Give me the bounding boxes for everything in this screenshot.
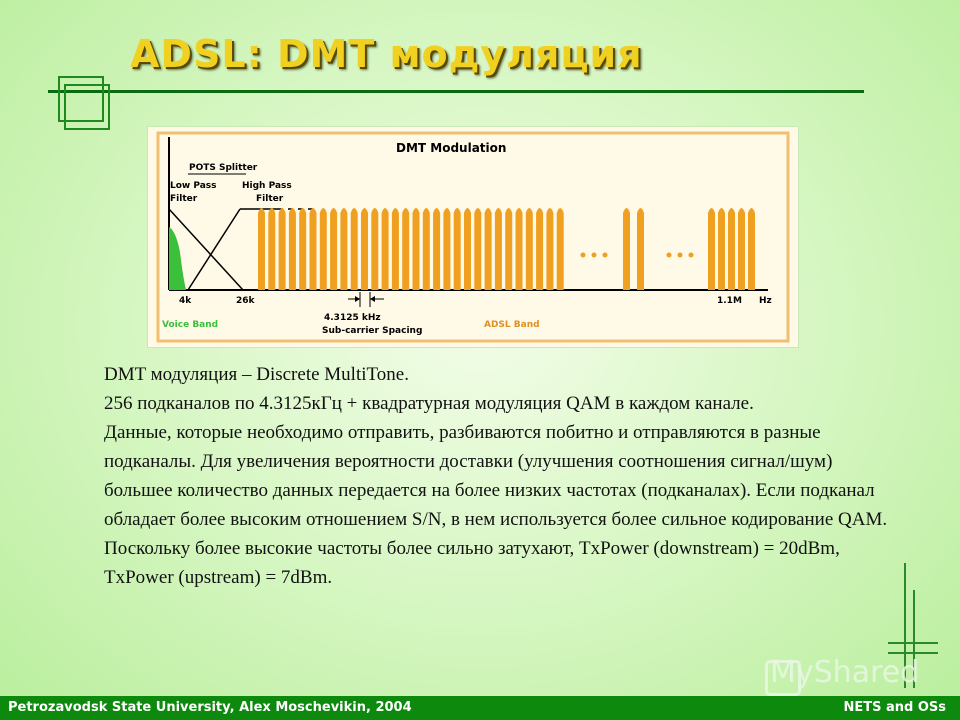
subcarrier-bar bbox=[371, 208, 378, 290]
body-paragraph-3: Данные, которые необходимо отправить, разбиваются побитно и отправляются в разные подканалы. Для увеличения вероятности доставки (улучшения соотношения сигнал/шум) большее количество данных передается на более низких частотах (подканалах). Если подканал обладает более высоким отношением S/N, в нем используется более сильное кодирование QAM. bbox=[104, 422, 888, 530]
subcarrier-bar bbox=[536, 208, 543, 290]
decor-hline-1 bbox=[888, 642, 938, 644]
subcarrier-bar bbox=[289, 208, 296, 290]
tick-hz: Hz bbox=[759, 296, 772, 306]
subcarrier-bar bbox=[505, 208, 512, 290]
subcarrier-bar bbox=[413, 208, 420, 290]
subcarrier-bar bbox=[382, 208, 389, 290]
subcarrier-bar bbox=[738, 208, 745, 290]
high-pass-label-1: High Pass bbox=[242, 181, 292, 191]
body-paragraph-4: Поскольку более высокие частоты более сильно затухают, TxPower (downstream) = 20dBm, TxPower (upstream) = 7dBm. bbox=[104, 538, 840, 588]
subcarrier-bars bbox=[258, 208, 755, 290]
subcarrier-bar bbox=[310, 208, 317, 290]
footer-right: NETS and OSs bbox=[843, 700, 946, 715]
subcarrier-bar bbox=[351, 208, 358, 290]
subcarrier-bar bbox=[637, 208, 644, 290]
tick-4k: 4k bbox=[179, 296, 192, 306]
slide-title: ADSL: DMT модуляция bbox=[130, 32, 643, 76]
subcarrier-bar bbox=[340, 208, 347, 290]
footer-left: Petrozavodsk State University, Alex Moschevikin, 2004 bbox=[8, 700, 412, 715]
dmt-figure bbox=[147, 126, 799, 348]
subcarrier-bar bbox=[495, 208, 502, 290]
ellipsis-2 bbox=[667, 253, 694, 258]
subcarrier-bar bbox=[320, 208, 327, 290]
ellipsis-1 bbox=[581, 253, 608, 258]
adsl-band-label: ADSL Band bbox=[484, 320, 540, 330]
low-pass-label-1: Low Pass bbox=[170, 181, 217, 191]
subcarrier-bar bbox=[299, 208, 306, 290]
subcarrier-bar bbox=[623, 208, 630, 290]
subcarrier-bar bbox=[464, 208, 471, 290]
subcarrier-bar bbox=[728, 208, 735, 290]
spacing-value: 4.3125 kHz bbox=[324, 313, 381, 323]
subcarrier-bar bbox=[557, 208, 564, 290]
subcarrier-bar bbox=[526, 208, 533, 290]
subcarrier-bar bbox=[279, 208, 286, 290]
voice-band-area bbox=[169, 227, 186, 290]
spacing-label: Sub-carrier Spacing bbox=[322, 326, 423, 336]
subcarrier-bar bbox=[258, 208, 265, 290]
subcarrier-bar bbox=[392, 208, 399, 290]
low-pass-label-2: Filter bbox=[170, 194, 198, 204]
high-pass-label-2: Filter bbox=[256, 194, 284, 204]
body-paragraph-2: 256 подканалов по 4.3125кГц + квадратурная модуляция QAM в каждом канале. bbox=[104, 393, 754, 414]
subcarrier-bar bbox=[423, 208, 430, 290]
tick-1-1m: 1.1M bbox=[717, 296, 742, 306]
body-paragraph-1: DMT модуляция – Discrete MultiTone. bbox=[104, 364, 409, 385]
dmt-diagram bbox=[148, 127, 798, 347]
subcarrier-bar bbox=[443, 208, 450, 290]
subcarrier-bar bbox=[516, 208, 523, 290]
figure-title: DMT Modulation bbox=[396, 141, 507, 155]
tick-26k: 26k bbox=[236, 296, 255, 306]
subcarrier-bar bbox=[361, 208, 368, 290]
subcarrier-bar bbox=[454, 208, 461, 290]
decor-hline-2 bbox=[888, 652, 938, 654]
subcarrier-bar bbox=[485, 208, 492, 290]
voice-band-label: Voice Band bbox=[162, 320, 219, 330]
subcarrier-bar bbox=[546, 208, 553, 290]
subcarrier-bar bbox=[402, 208, 409, 290]
spacing-marker bbox=[348, 292, 384, 307]
watermark: MyShared bbox=[770, 655, 920, 690]
decor-square-2 bbox=[64, 84, 110, 130]
title-underline bbox=[48, 90, 864, 93]
slide-body bbox=[104, 360, 894, 592]
subcarrier-bar bbox=[433, 208, 440, 290]
subcarrier-bar bbox=[708, 208, 715, 290]
subcarrier-bar bbox=[330, 208, 337, 290]
subcarrier-bar bbox=[268, 208, 275, 290]
footer-bar bbox=[0, 696, 960, 720]
pots-splitter-label: POTS Splitter bbox=[189, 163, 258, 173]
subcarrier-bar bbox=[474, 208, 481, 290]
subcarrier-bar bbox=[748, 208, 755, 290]
subcarrier-bar bbox=[718, 208, 725, 290]
